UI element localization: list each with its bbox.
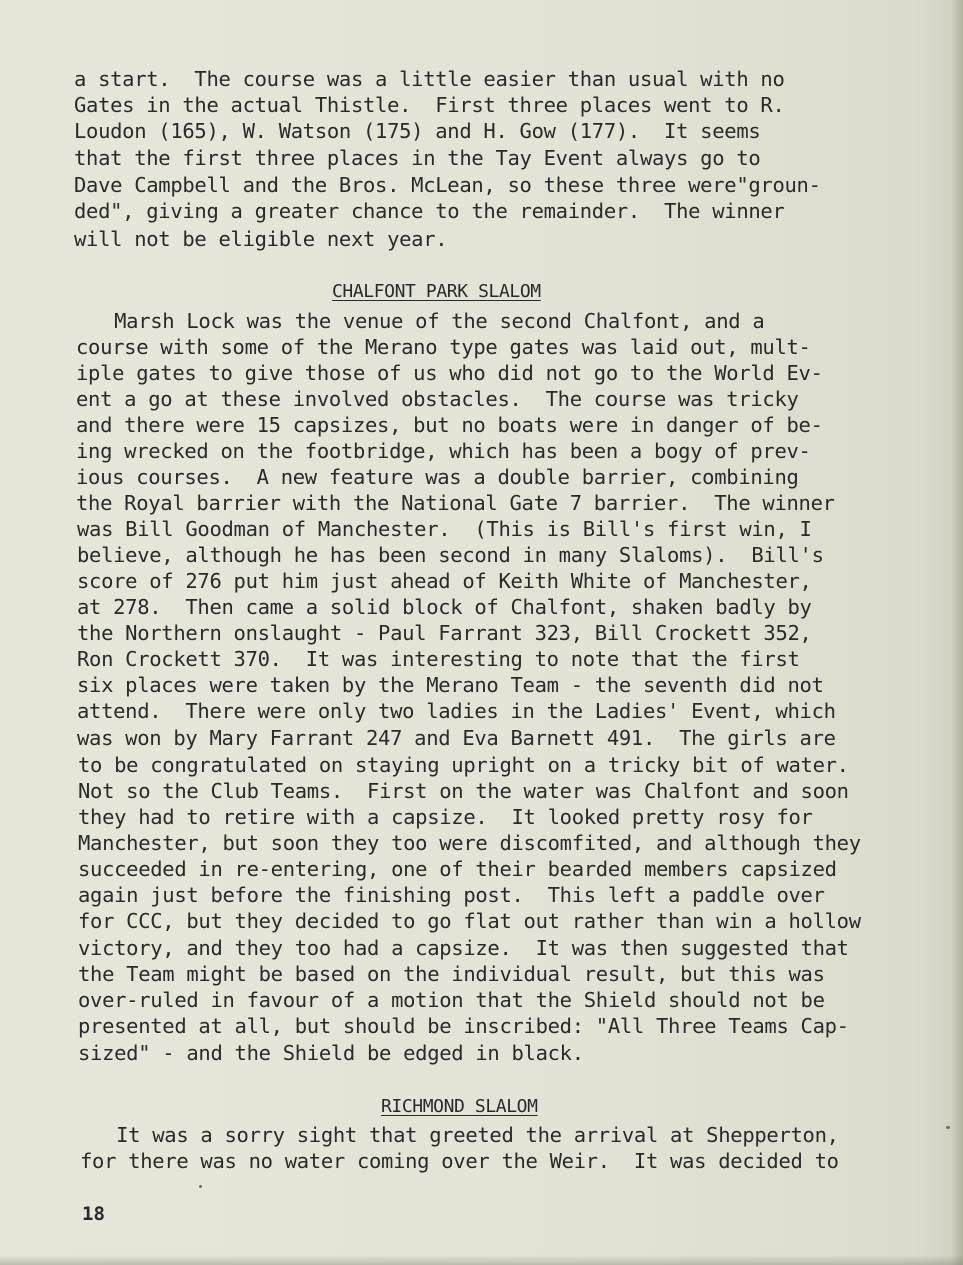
text-line: presented at all, but should be inscribed: "All Three Teams Cap- — [78, 1014, 849, 1038]
section-heading-richmond: RICHMOND SLALOM — [381, 1096, 538, 1117]
text-line: they had to retire with a capsize. It looked pretty rosy for — [78, 805, 813, 829]
text-line: over-ruled in favour of a motion that the Shield should not be — [78, 988, 825, 1012]
text-line: score of 276 put him just ahead of Keith White of Manchester, — [77, 569, 812, 593]
text-line: ent a go at these involved obstacles. The course was tricky — [76, 387, 799, 411]
text-line: that the first three places in the Tay Event always go to — [74, 146, 761, 170]
text-line: Manchester, but soon they too were discomfited, and although they — [78, 831, 861, 855]
page-bottom-shadow — [0, 1255, 963, 1265]
text-line: Dave Campbell and the Bros. McLean, so these three were"groun- — [74, 173, 821, 197]
text-line: believe, although he has been second in many Slaloms). Bill's — [77, 543, 824, 567]
page-edge-shadow — [951, 0, 963, 1265]
text-line: for there was no water coming over the Weir. It was decided to — [80, 1149, 839, 1173]
text-line: a start. The course was a little easier than usual with no — [74, 67, 785, 91]
text-line: again just before the finishing post. This left a paddle over — [78, 883, 825, 907]
text-line: and there were 15 capsizes, but no boats were in danger of be- — [76, 413, 823, 437]
text-line: will not be eligible next year. — [74, 227, 448, 251]
text-line: succeeded in re-entering, one of their bearded members capsized — [78, 857, 837, 881]
text-line: Gates in the actual Thistle. First three places went to R. — [74, 93, 785, 117]
text-line: ious courses. A new feature was a double barrier, combining — [76, 465, 799, 489]
text-line: to be congratulated on staying upright on a tricky bit of water. — [78, 753, 849, 777]
text-line: the Northern onslaught - Paul Farrant 323, Bill Crockett 352, — [77, 621, 812, 645]
text-line: ing wrecked on the footbridge, which has been a bogy of prev- — [76, 439, 811, 463]
text-line: victory, and they too had a capsize. It was then suggested that — [78, 936, 849, 960]
text-line: Marsh Lock was the venue of the second Chalfont, and a — [78, 309, 765, 333]
text-line: iple gates to give those of us who did not go to the World Ev- — [76, 361, 823, 385]
text-line: was Bill Goodman of Manchester. (This is Bill's first win, I — [77, 517, 812, 541]
text-line: the Team might be based on the individual result, but this was — [78, 962, 825, 986]
text-line: at 278. Then came a solid block of Chalfont, shaken badly by — [77, 595, 812, 619]
text-line: the Royal barrier with the National Gate 7 barrier. The winner — [76, 491, 835, 515]
text-line: Loudon (165), W. Watson (175) and H. Gow (177). It seems — [74, 119, 761, 143]
scan-speck — [946, 1126, 950, 1129]
scan-speck — [199, 1185, 202, 1188]
section-heading-chalfont: CHALFONT PARK SLALOM — [332, 281, 541, 302]
text-line: Not so the Club Teams. First on the water was Chalfont and soon — [78, 779, 849, 803]
text-line: sized" - and the Shield be edged in black. — [78, 1041, 584, 1065]
text-line: Ron Crockett 370. It was interesting to note that the first — [77, 647, 800, 671]
text-line: ded", giving a greater chance to the remainder. The winner — [74, 199, 785, 223]
text-line: attend. There were only two ladies in the Ladies' Event, which — [77, 699, 836, 723]
page-number: 18 — [82, 1203, 105, 1225]
text-line: It was a sorry sight that greeted the arrival at Shepperton, — [80, 1123, 839, 1147]
text-line: for CCC, but they decided to go flat out rather than win a hollow — [78, 909, 861, 933]
text-line: was won by Mary Farrant 247 and Eva Barnett 491. The girls are — [77, 726, 836, 750]
text-line: course with some of the Merano type gates was laid out, mult- — [76, 335, 811, 359]
text-line: six places were taken by the Merano Team - the seventh did not — [77, 673, 824, 697]
